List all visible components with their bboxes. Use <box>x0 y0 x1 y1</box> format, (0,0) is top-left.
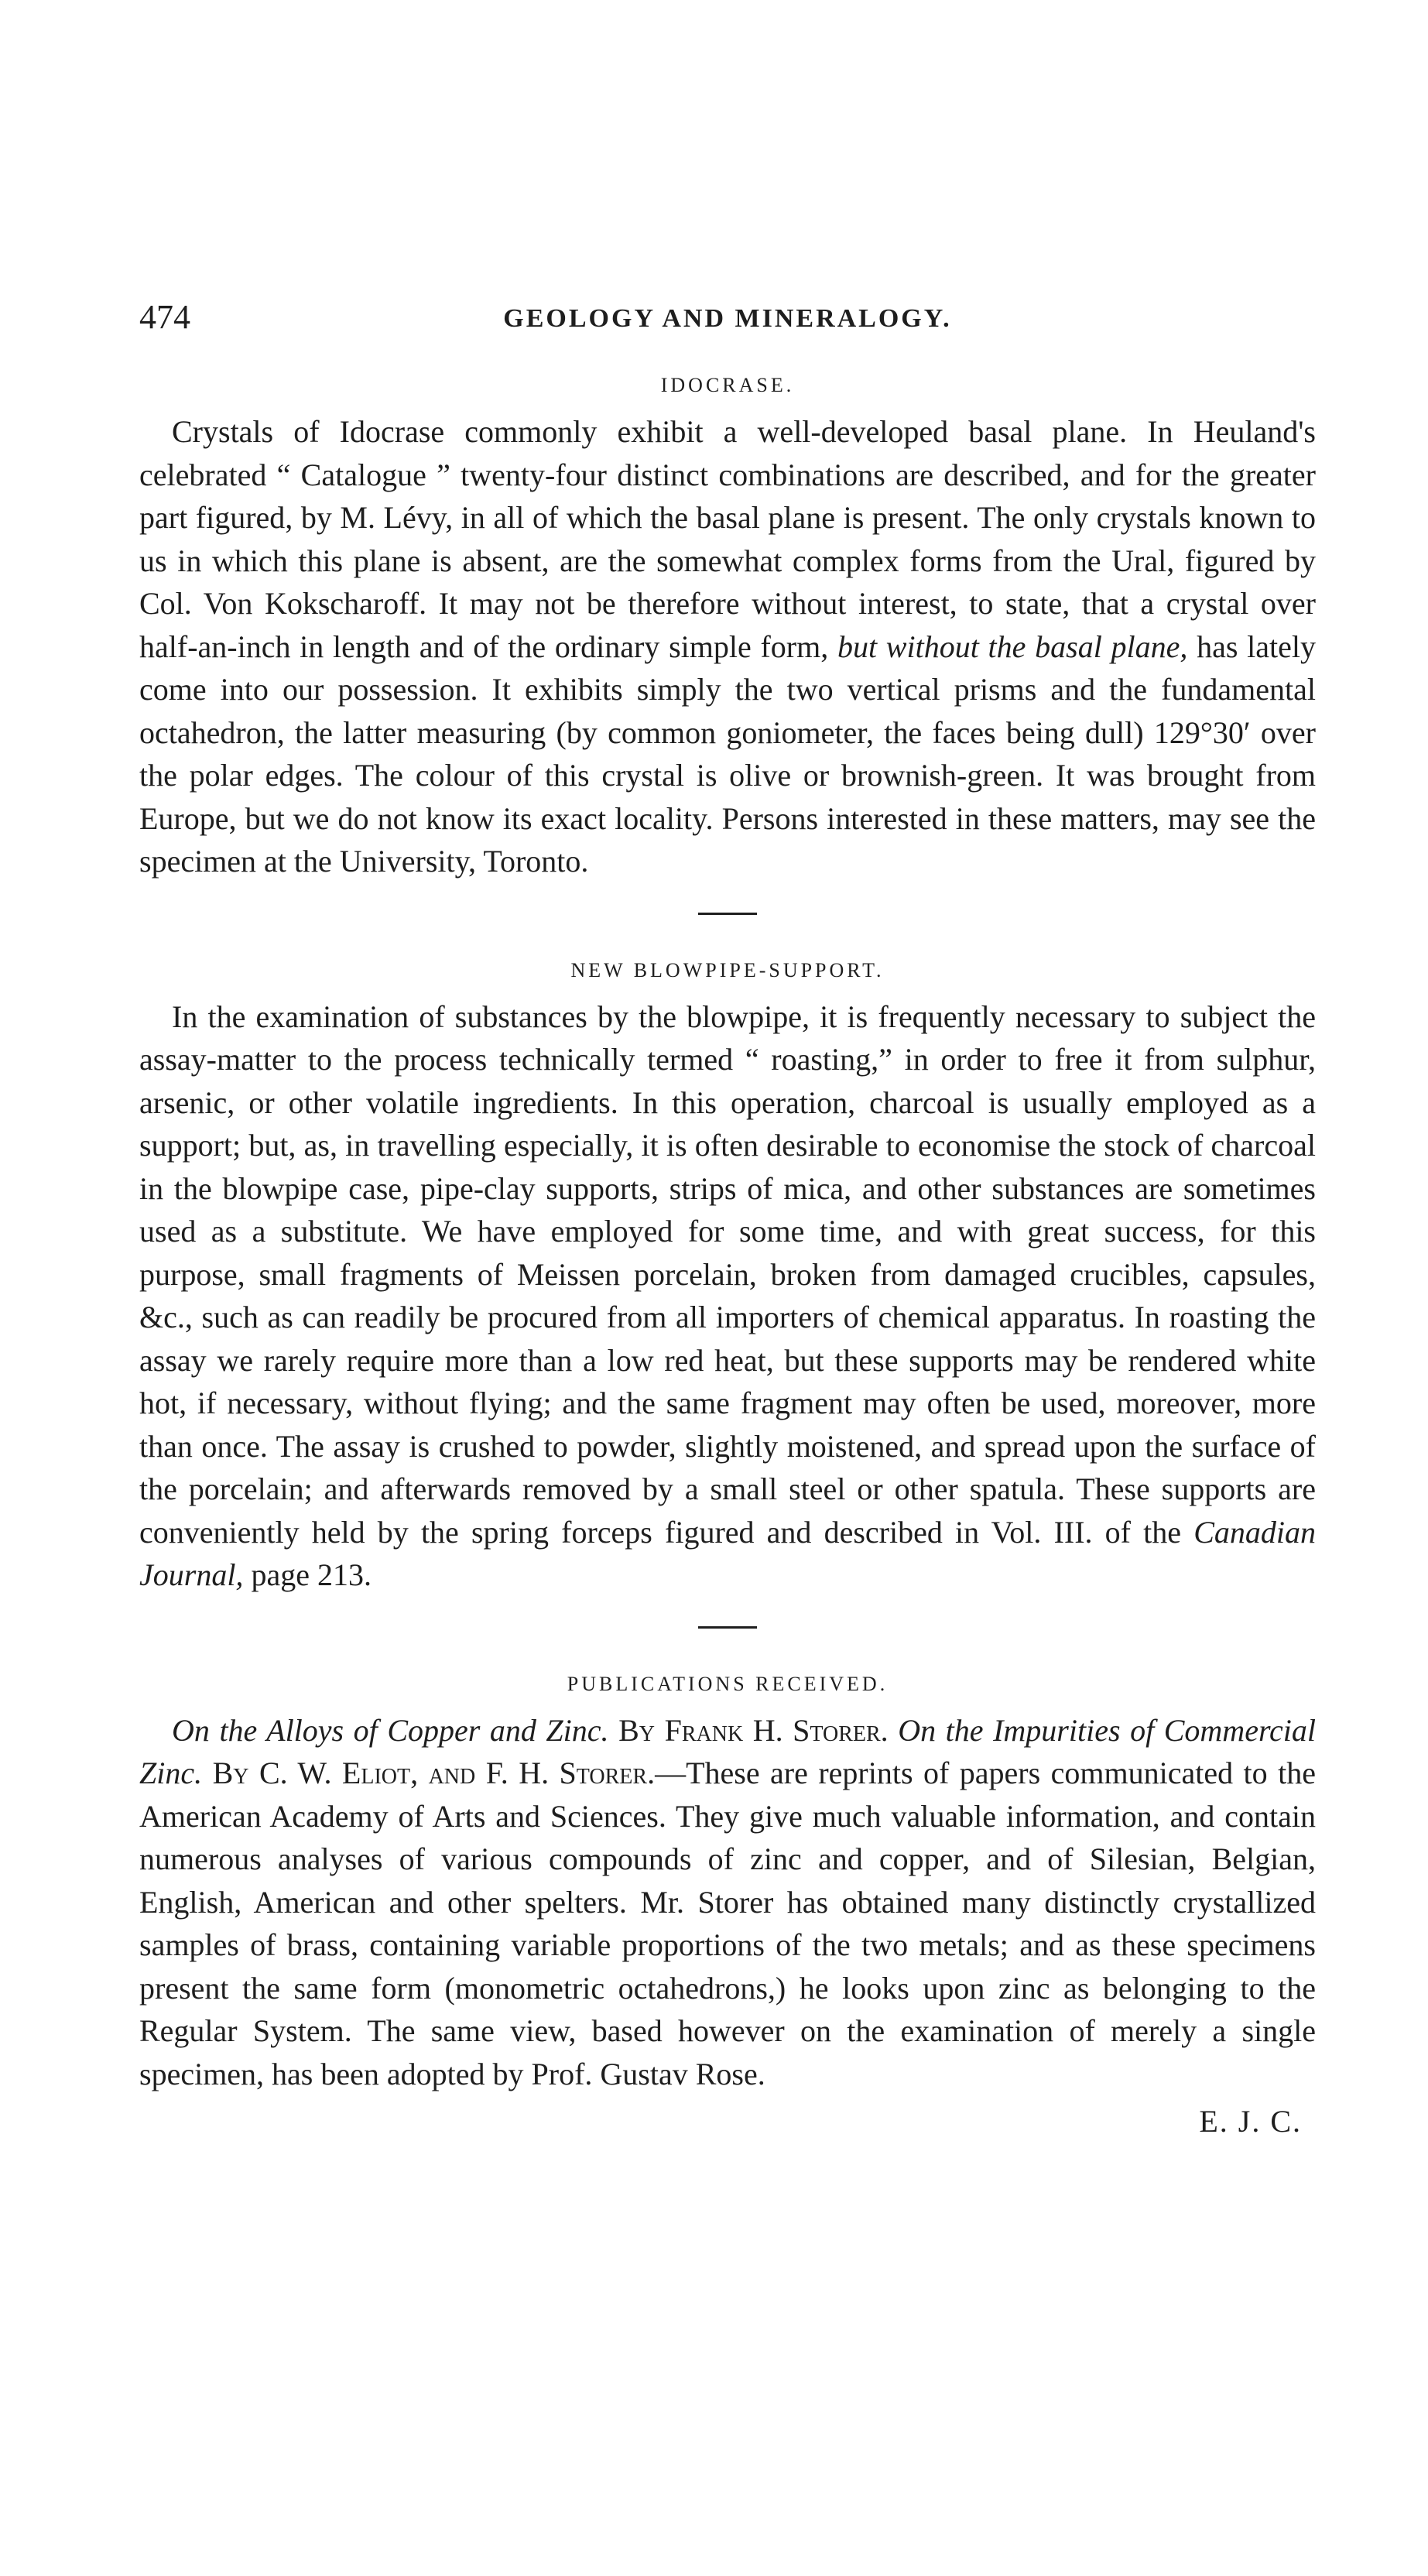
running-head <box>139 294 1316 341</box>
paragraph-emphasis: but without the basal plane, <box>837 629 1188 664</box>
publication-author: By C. W. Eliot, and F. H. Storer. <box>212 1756 656 1790</box>
paragraph-text-end: page 213. <box>251 1557 372 1592</box>
signature: E. J. C. <box>1199 2104 1302 2139</box>
page <box>139 294 1316 2143</box>
page-number: 474 <box>139 298 190 336</box>
paragraph-publications <box>139 1709 1316 2096</box>
paragraph-text: Crystals of Idocrase commonly exhibit a well-developed basal plane. In Heuland's celebrated “ Catalogue ” twenty-four distinct combinations are described, and for the greater part figured, by M. Lévy, in all of which the basal plane is present. The only crystals known to us in which this plane is absent, are the somewhat complex forms from the Ural, figured by Col. Von Kokscharoff. It may not be therefore without interest, to state, that a crystal over half-an-inch in length and of the ordinary simple form, <box>139 414 1316 664</box>
paragraph-idocrase <box>139 410 1316 883</box>
publication-title: On the Alloys of Copper and Zinc. <box>172 1712 609 1748</box>
paragraph-text: In the examination of substances by the blowpipe, it is frequently necessary to subject the assay-matter to the process technically termed “ roasting,” in order to free it from sulphur, arsenic, or other volatile ingredients. In this operation, charcoal is usually employed as a support; but, as, in travelling especially, it is often desirable to economise the stock of charcoal in the blowpipe case, pipe-clay supports, strips of mica, and other substances are sometimes used as a substitute. We have employed for some time, and with great success, for this purpose, small fragments of Meissen porcelain, broken from damaged crucibles, capsules, &c., such as can readily be procured from all importers of chemical apparatus. In roasting the assay we rarely require more than a low red heat, but these supports may be rendered white hot, if necessary, without flying; and the same fragment may often be used, moreover, more than once. The assay is crushed to powder, slightly moistened, and spread upon the surface of the porcelain; and afterwards removed by a small steel or other spatula. These supports are conveniently held by the spring forceps figured and described in Vol. III. of the <box>139 999 1316 1550</box>
section-divider <box>698 1626 757 1629</box>
section-blowpipe <box>139 955 1316 1597</box>
section-heading-publications: PUBLICATIONS RECEIVED. <box>567 1672 889 1695</box>
paragraph-text-end: has lately come into our possession. It exhibits simply the two vertical prisms and the fundamental octahedron, the latter measuring (by common goniometer, the faces being dull) 129°30′ over the polar edges. The colour of this crystal is olive or brownish-green. It was brought from Europe, but we do not know its exact locality. Persons interested in these matters, may see the specimen at the University, Toronto. <box>139 629 1317 879</box>
section-divider <box>698 913 757 915</box>
paragraph-text: —These are reprints of papers communicated to the American Academy of Arts and Sciences. They give much valuable information, and contain numerous analyses of various compounds of zinc and copper, and of Silesian, Belgian, English, American and other spelters. Mr. Storer has obtained many distinctly crystallized samples of brass, containing variable proportions of the two metals; and as these specimens present the same form (monometric octahedrons,) he looks upon zinc as belonging to the Regular System. The same view, based however on the examination of merely a single specimen, has been adopted by Prof. Gustav Rose. <box>139 1756 1317 2091</box>
section-heading-idocrase: IDOCRASE. <box>660 374 795 396</box>
running-title: GEOLOGY AND MINERALOGY. <box>503 304 952 333</box>
section-publications <box>139 1669 1316 2143</box>
journal-title: Canadian Journal, <box>139 1514 1317 1592</box>
paragraph-blowpipe <box>139 995 1316 1597</box>
publication-title: On the Impurities of Commercial Zinc. <box>139 1712 1317 1790</box>
section-heading-blowpipe: NEW BLOWPIPE-SUPPORT. <box>570 958 885 981</box>
publication-author: By Frank H. Storer. <box>618 1712 889 1748</box>
section-idocrase <box>139 370 1316 883</box>
